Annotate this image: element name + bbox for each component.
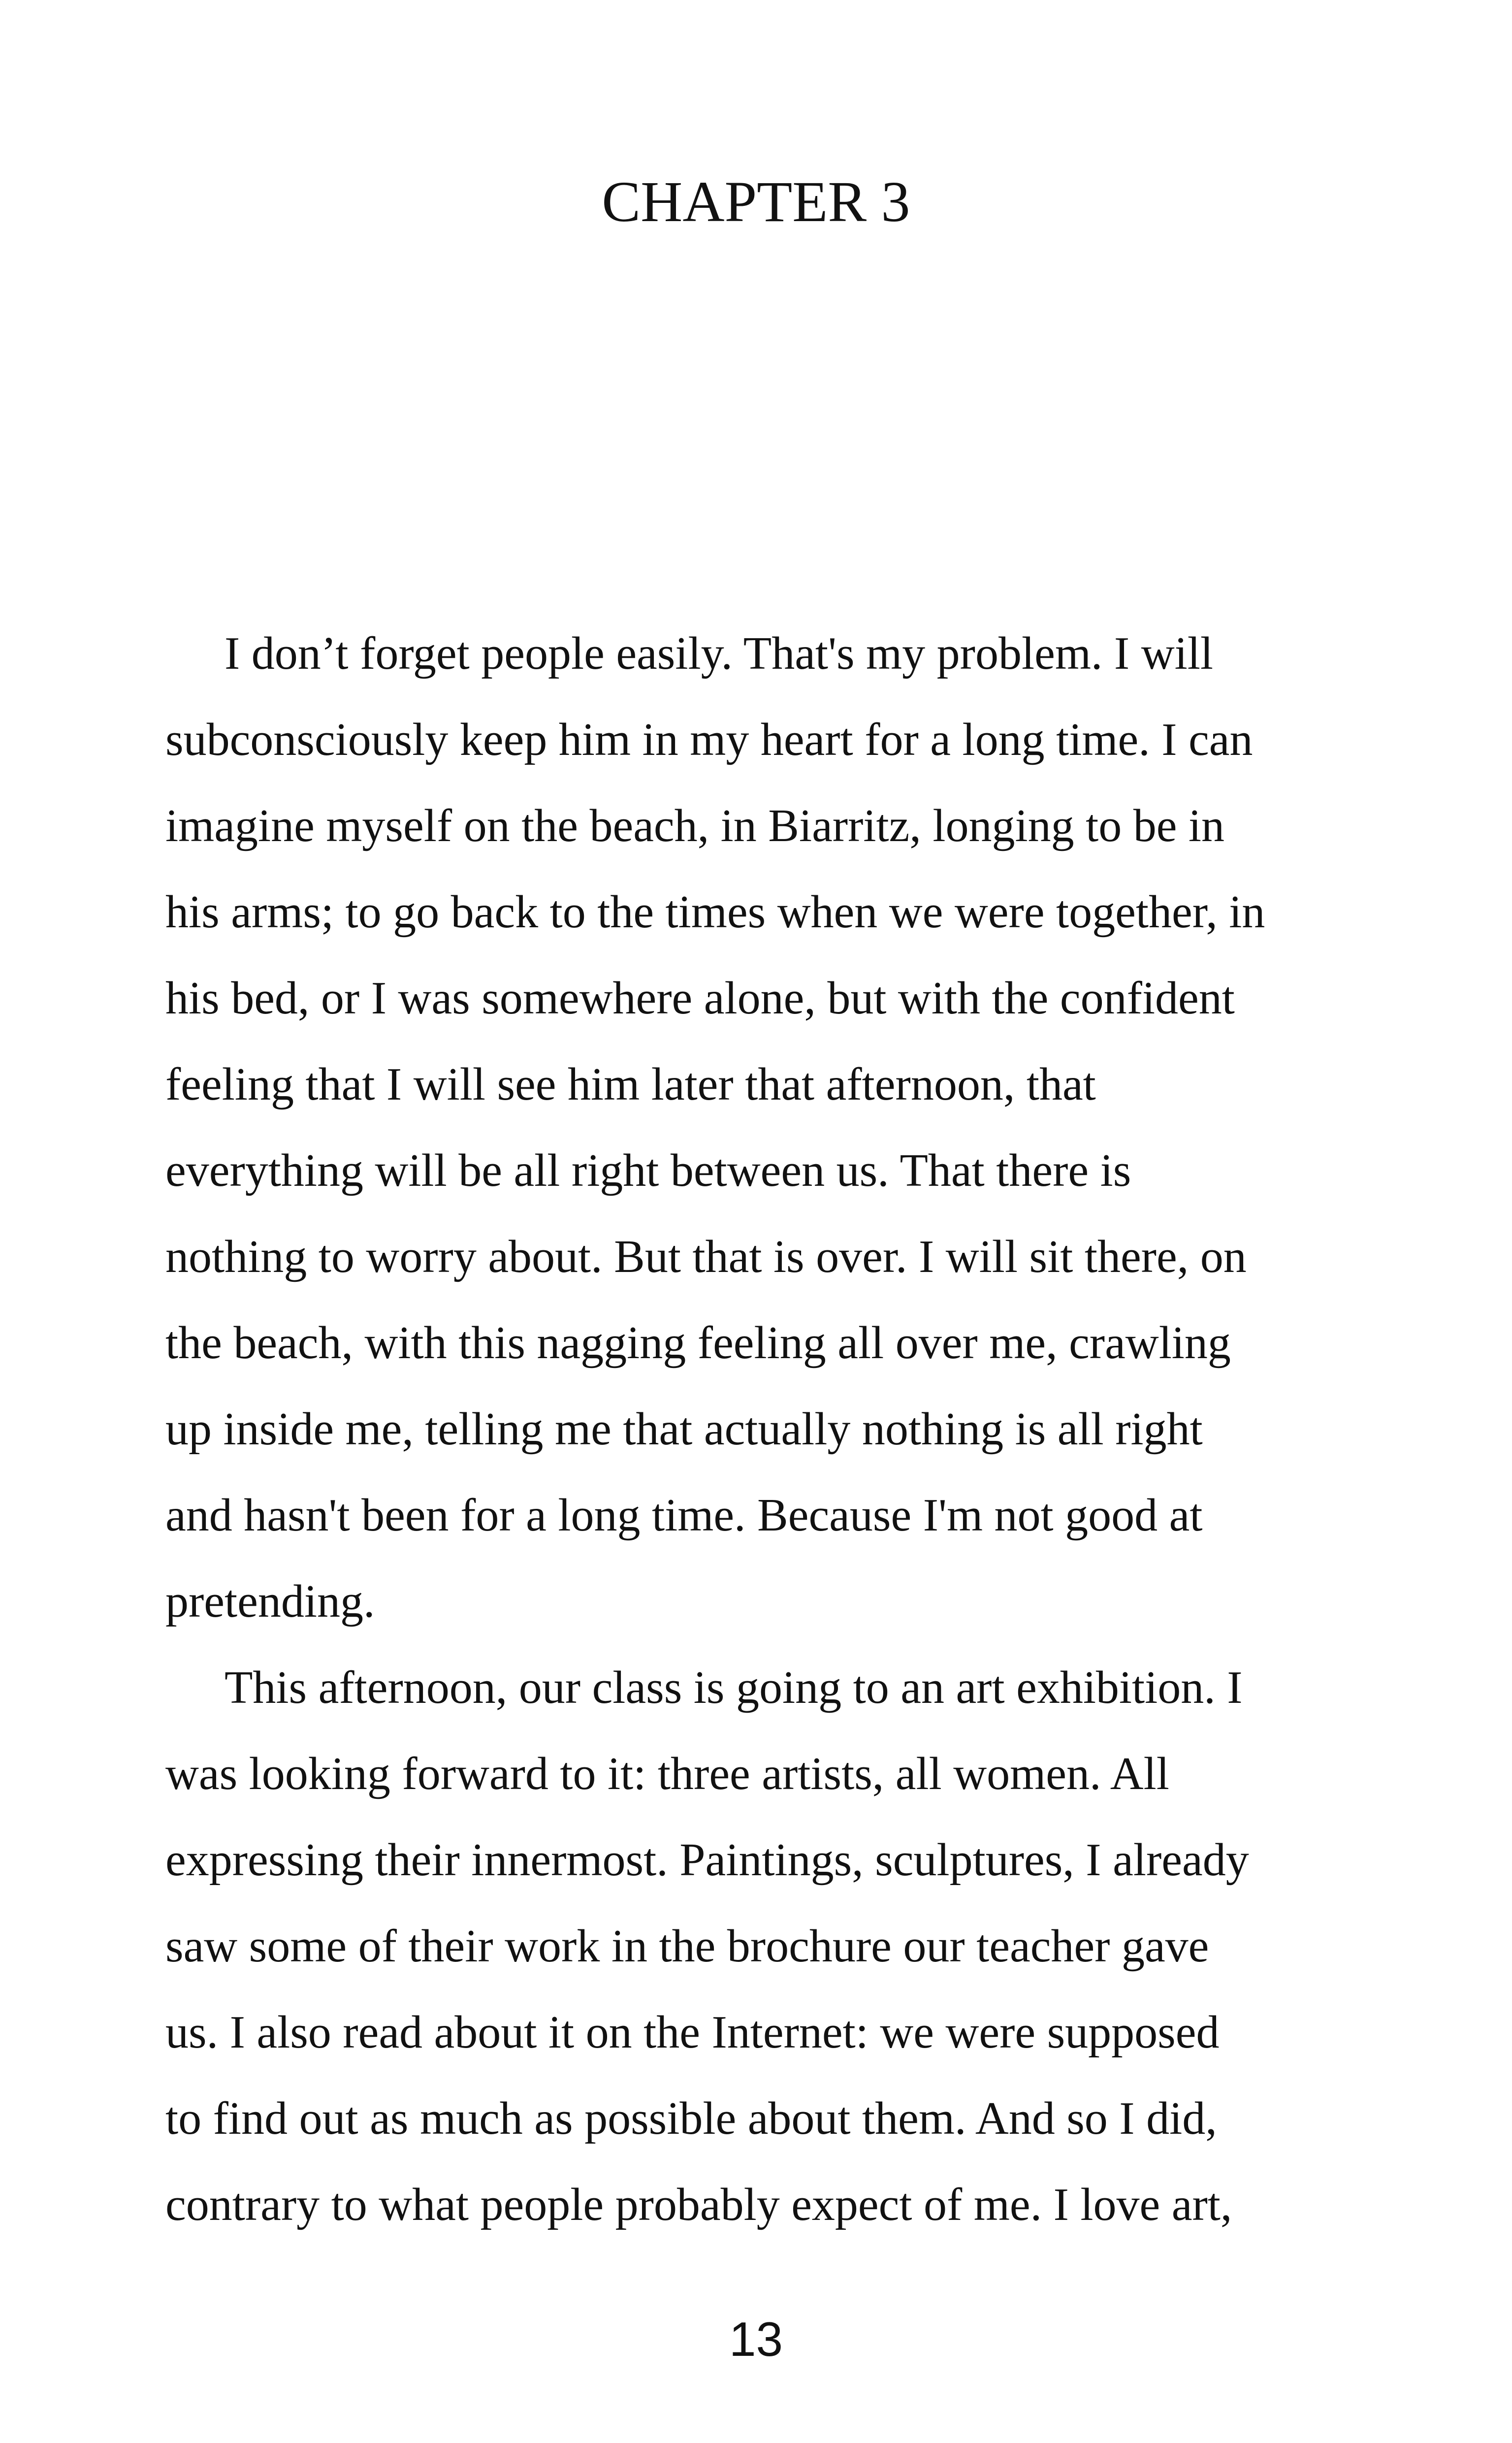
text-line: and hasn't been for a long time. Because I'm not good at: [165, 1490, 1203, 1541]
text-line: saw some of their work in the brochure our teacher gave: [165, 1921, 1209, 1972]
text-line: to find out as much as possible about them. And so I did,: [165, 2093, 1217, 2144]
text-line: feeling that I will see him later that afternoon, that: [165, 1059, 1096, 1110]
text-line: up inside me, telling me that actually nothing is all right: [165, 1403, 1203, 1455]
text-line: his bed, or I was somewhere alone, but with the confident: [165, 973, 1235, 1024]
text-line: the beach, with this nagging feeling all over me, crawling: [165, 1317, 1231, 1368]
text-line: imagine myself on the beach, in Biarritz, longing to be in: [165, 800, 1225, 851]
text-line: pretending.: [165, 1576, 375, 1627]
text-line: contrary to what people probably expect of me. I love art,: [165, 2179, 1232, 2230]
text-line: I don’t forget people easily. That's my problem. I will: [225, 628, 1213, 679]
page-number: 13: [729, 2312, 783, 2366]
text-line: nothing to worry about. But that is over. I will sit there, on: [165, 1231, 1247, 1282]
text-line: was looking forward to it: three artists, all women. All: [165, 1748, 1169, 1799]
text-line: This afternoon, our class is going to an art exhibition. I: [225, 1662, 1243, 1713]
text-line: everything will be all right between us. That there is: [165, 1145, 1131, 1196]
text-line: expressing their innermost. Paintings, sculptures, I already: [165, 1834, 1249, 1886]
text-line: his arms; to go back to the times when we were together, in: [165, 886, 1265, 938]
body-text: [165, 611, 1372, 2248]
text-line: us. I also read about it on the Internet: we were supposed: [165, 2007, 1220, 2058]
text-line: subconsciously keep him in my heart for a long time. I can: [165, 714, 1253, 765]
chapter-title: CHAPTER 3: [602, 169, 910, 234]
